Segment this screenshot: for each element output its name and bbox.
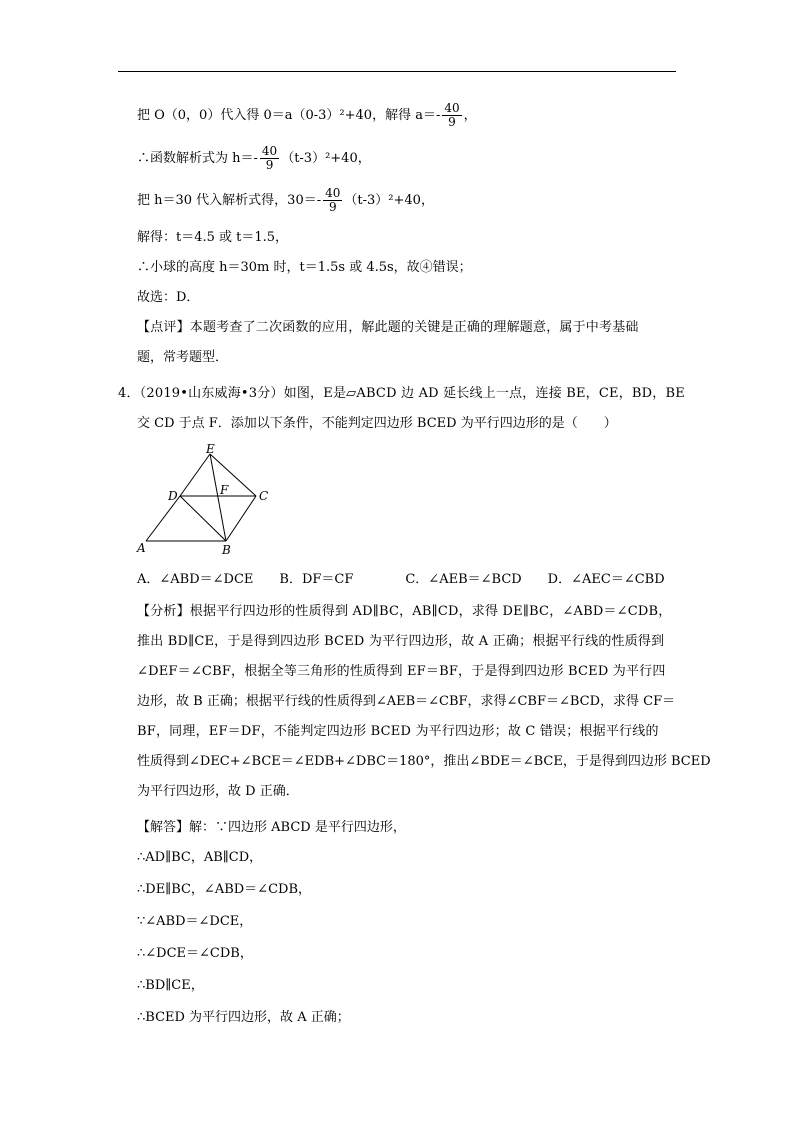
label-c: C [259, 489, 269, 503]
analysis-line-5: BF，同理，EF＝DF，不能判定四边形 BCED 为平行四边形；故 C 错误；根据平行线的 [137, 724, 659, 739]
fraction-denominator: 9 [328, 200, 337, 214]
label-a: A [137, 541, 146, 555]
geometry-figure [134, 444, 274, 558]
solution-line-5: ∴小球的高度 h＝30m 时，t＝1.5s 或 4.5s，故④错误； [137, 260, 472, 275]
solution-line-2 [137, 145, 371, 172]
analysis-line-7: 为平行四边形，故 D 正确． [137, 784, 299, 799]
solution-line-4: 解得：t＝4.5 或 t＝1.5， [137, 230, 289, 245]
fraction [442, 102, 461, 129]
label-b: B [222, 543, 231, 557]
fraction [323, 187, 342, 214]
segment-de [180, 454, 210, 496]
fraction-numerator: 40 [325, 186, 341, 200]
label-d: D [168, 489, 178, 503]
segment-bc [226, 496, 256, 541]
text-segment: （t-3）²+40， [344, 193, 434, 208]
analysis-line-2: 推出 BD∥CE，于是得到四边形 BCED 为平行四边形，故 A 正确；根据平行线的性质得到 [137, 634, 665, 649]
solution-step-4: ∵∠ABD＝∠DCE， [137, 914, 253, 929]
text-segment: ， [463, 108, 477, 123]
analysis-line-1: 【分析】根据平行四边形的性质得到 AD∥BC，AB∥CD，求得 DE∥BC，∠ABD＝∠CDB， [137, 604, 672, 619]
question-4-line-2: 交 CD 于点 F．添加以下条件，不能判定四边形 BCED 为平行四边形的是（ ） [137, 416, 617, 431]
fraction-numerator: 40 [261, 144, 278, 158]
analysis-line-4: 边形，故 B 正确；根据平行线的性质得到∠AEB＝∠CBF，求得∠CBF＝∠BCD，求得 CF＝ [137, 694, 676, 709]
label-e: E [206, 444, 215, 456]
solution-step-7: ∴BCED 为平行四边形，故 A 正确； [137, 1010, 350, 1025]
solution-step-1: 【解答】解：∵四边形 ABCD 是平行四边形， [137, 820, 406, 835]
text-segment: ∴函数解析式为 h＝- [137, 151, 258, 166]
solution-step-6: ∴BD∥CE， [137, 978, 204, 993]
fraction-denominator: 9 [265, 158, 274, 172]
answer-options: A．∠ABD＝∠DCE B．DF＝CF C．∠AEB＝∠BCD D．∠AEC＝∠CBD [137, 572, 665, 587]
comment-line-2: 题，常考题型． [137, 350, 229, 365]
parallelogram-diagram [134, 444, 274, 558]
solution-step-5: ∴∠DCE＝∠CDB， [137, 946, 253, 961]
header-rule [118, 71, 676, 72]
analysis-line-6: 性质得到∠DEC+∠BCE＝∠EDB+∠DBC＝180°，推出∠BDE＝∠BCE，于是得到四边形 BCED [137, 754, 711, 769]
fraction-denominator: 9 [448, 115, 456, 129]
question-4-line-1: 4．（2019•山东威海•3分）如图，E是▱ABCD 边 AD 延长线上一点，连接 BE，CE，BD，BE [118, 386, 685, 401]
text-segment: 把 h＝30 代入解析式得，30＝- [137, 193, 322, 208]
solution-line-1 [137, 102, 477, 129]
text-segment: 把 O（0，0）代入得 0＝a（0-3）²+40，解得 a＝- [137, 108, 441, 123]
solution-line-3 [137, 187, 434, 214]
comment-line-1: 【点评】本题考查了二次函数的应用，解此题的关键是正确的理解题意，属于中考基础 [137, 320, 639, 335]
solution-step-2: ∴AD∥BC，AB∥CD， [137, 850, 263, 865]
solution-step-3: ∴DE∥BC，∠ABD＝∠CDB， [137, 882, 312, 897]
text-segment: （t-3）²+40， [281, 151, 371, 166]
solution-line-6: 故选：D． [137, 290, 200, 305]
label-f: F [220, 483, 229, 497]
fraction [260, 145, 279, 172]
fraction-numerator: 40 [444, 101, 460, 115]
analysis-line-3: ∠DEF＝∠CBF，根据全等三角形的性质得到 EF＝BF，于是得到四边形 BCED 为平行四 [137, 664, 666, 679]
